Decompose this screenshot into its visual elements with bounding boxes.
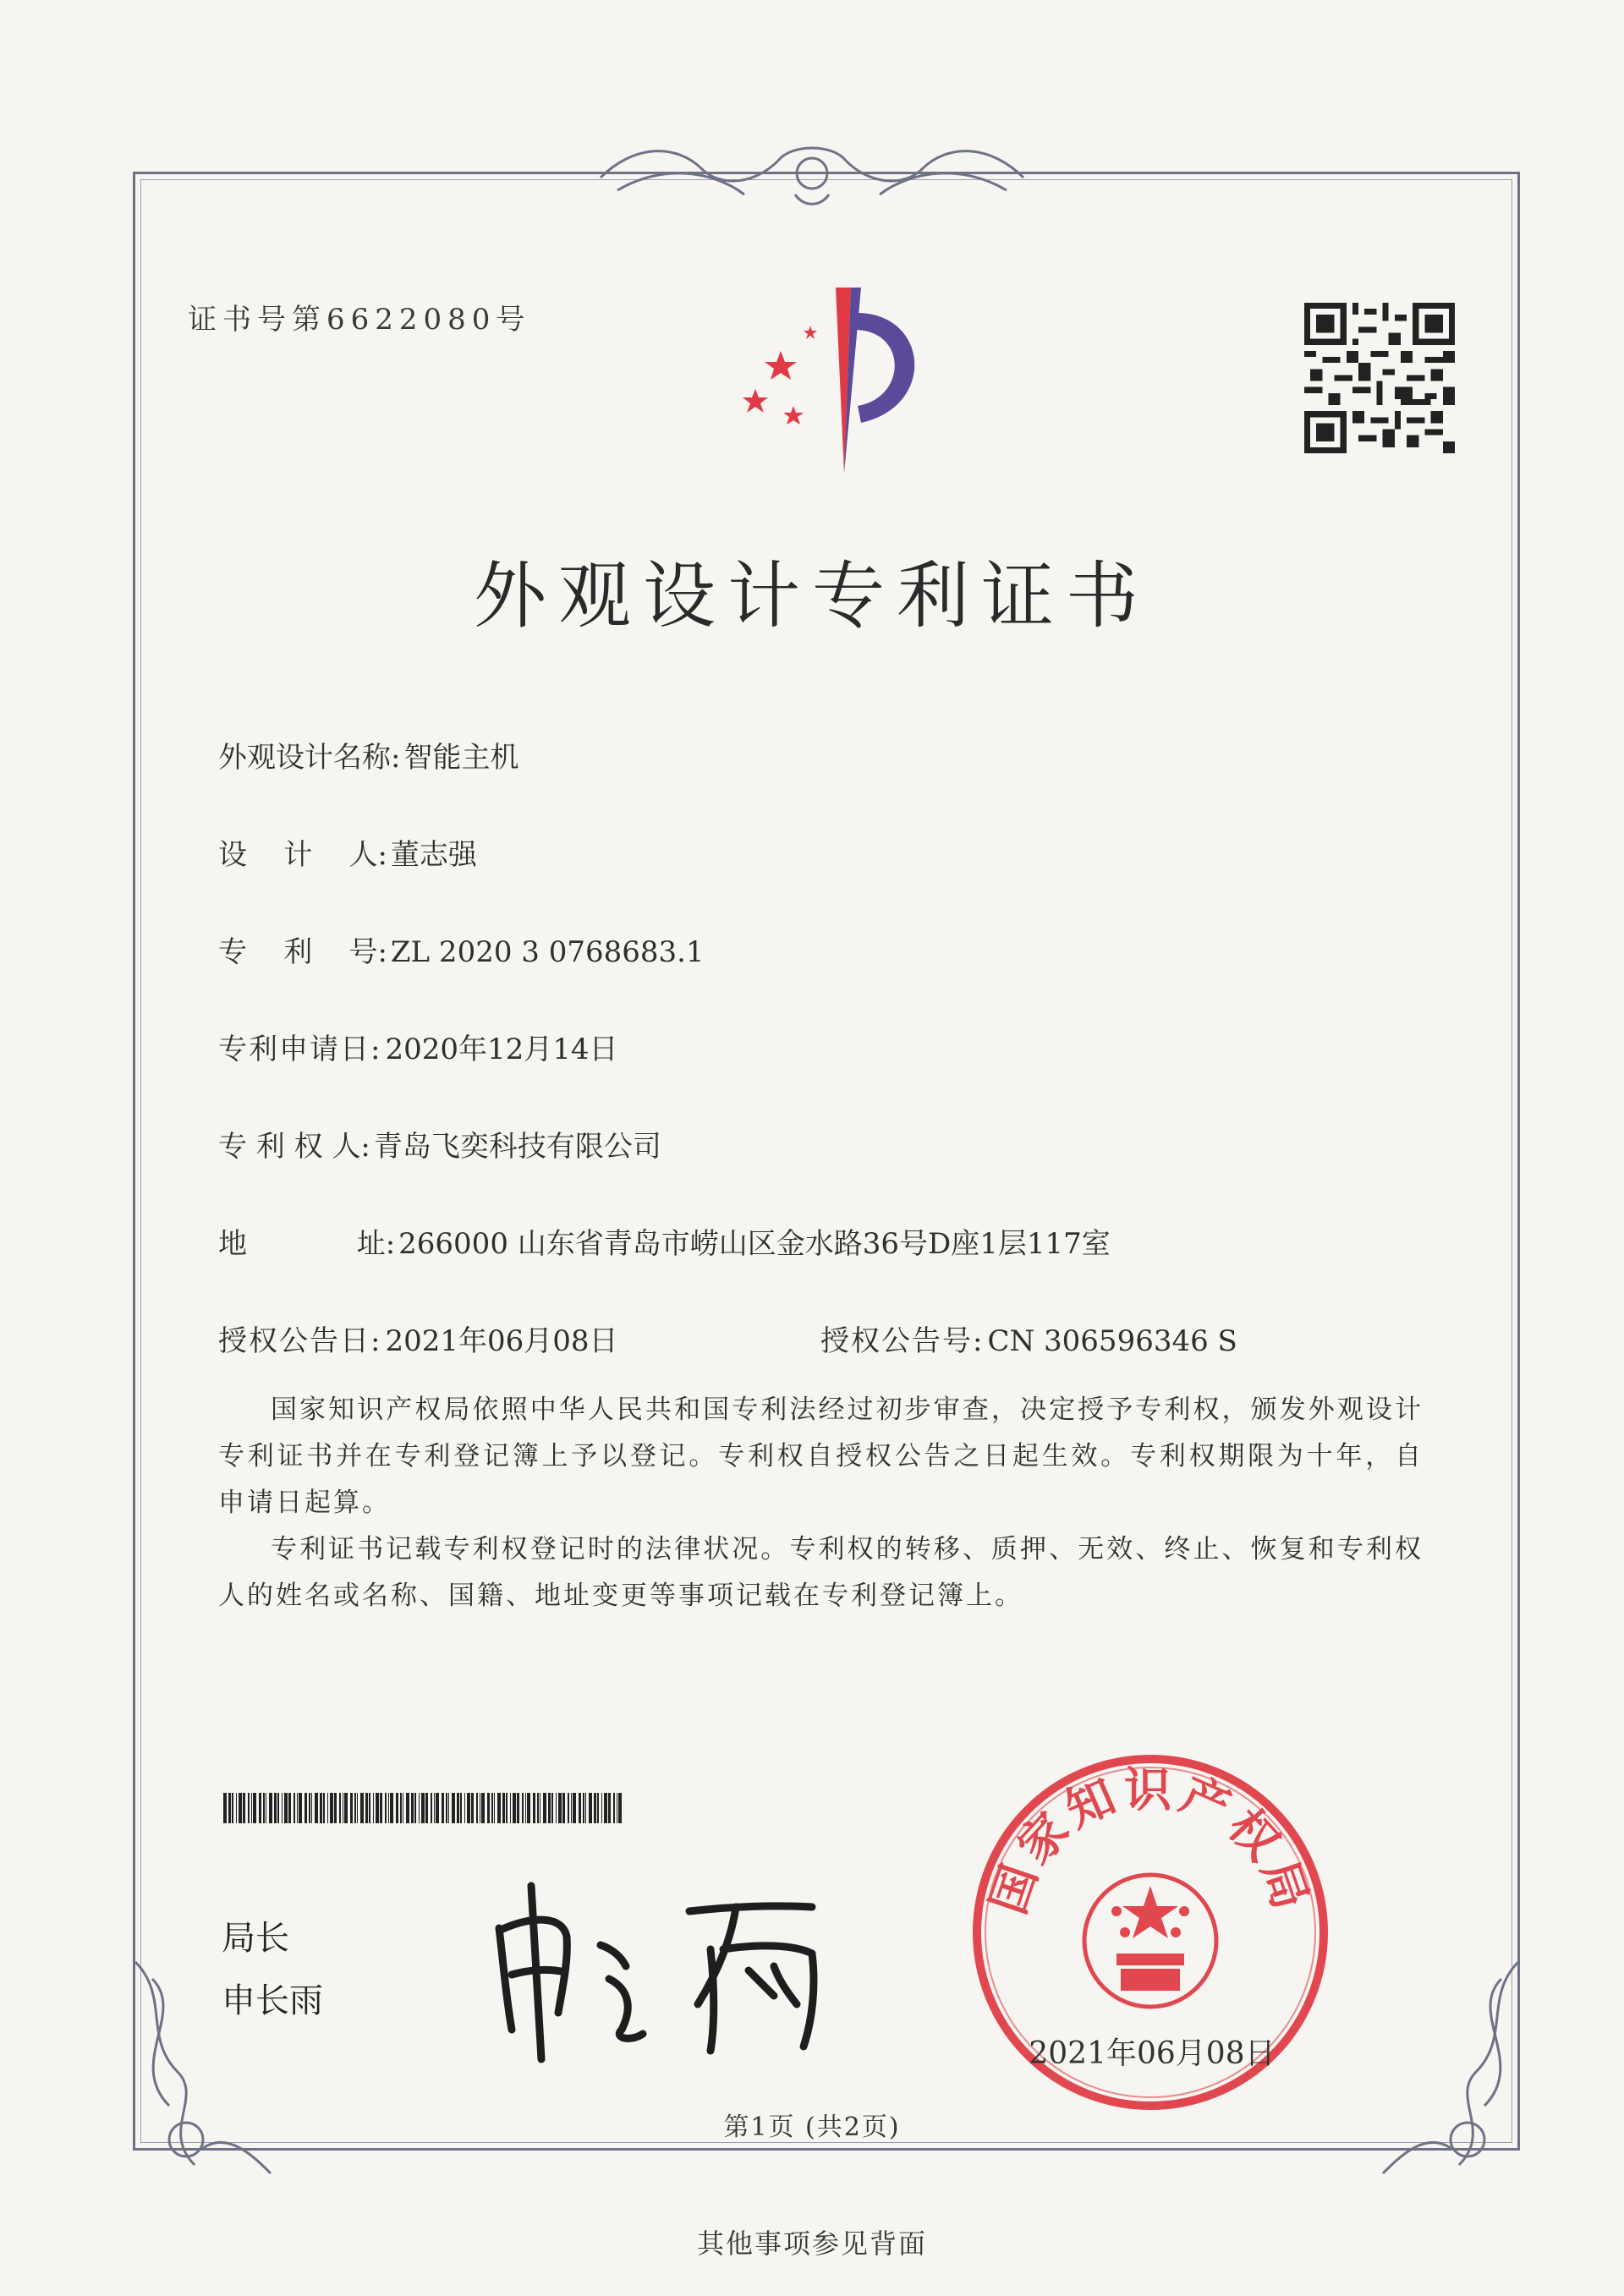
- barcode-bar: [223, 1793, 227, 1823]
- design-name-value: 智能主机: [403, 741, 519, 775]
- barcode-bar: [522, 1793, 524, 1823]
- field-designer: [218, 831, 477, 873]
- barcode-bar: [558, 1793, 562, 1823]
- barcode-bar: [369, 1793, 370, 1823]
- barcode-bar: [406, 1793, 409, 1823]
- barcode-bar: [354, 1793, 356, 1823]
- barcode-bar: [434, 1793, 435, 1823]
- barcode-bar: [297, 1793, 298, 1823]
- barcode-bar: [248, 1793, 250, 1823]
- patent-no-label: 专 利 号:: [218, 935, 387, 969]
- field-patent-no: [218, 929, 705, 970]
- designer-label: 设 计 人:: [218, 838, 387, 872]
- barcode-bar: [373, 1793, 374, 1823]
- barcode-bar: [543, 1793, 546, 1823]
- top-ornament: [584, 127, 1040, 211]
- barcode-bar: [288, 1793, 291, 1823]
- certificate-title: 外观设计专利证书: [474, 554, 1150, 638]
- barcode-bar: [533, 1793, 535, 1823]
- grant-date-label: 授权公告日:: [218, 1324, 382, 1358]
- barcode-bar: [236, 1793, 237, 1823]
- director-title: 局长: [222, 1919, 289, 1958]
- legal-paragraph-1: [218, 1387, 1424, 1526]
- barcode-bar: [385, 1793, 387, 1823]
- barcode-bar: [239, 1793, 242, 1823]
- barcode-bar: [277, 1793, 279, 1823]
- filing-date-value: 2020年12月14日: [385, 1033, 618, 1066]
- barcode-bar: [243, 1793, 245, 1823]
- barcode-bar: [585, 1793, 586, 1823]
- patentee-value: 青岛飞奕科技有限公司: [373, 1130, 661, 1164]
- barcode-bar: [251, 1793, 252, 1823]
- barcode-bar: [597, 1793, 599, 1823]
- director-signature: [482, 1869, 837, 2063]
- barcode-bar: [571, 1793, 572, 1823]
- barcode-bar: [304, 1793, 307, 1823]
- barcode-bar: [573, 1793, 576, 1823]
- barcode-bar: [527, 1793, 530, 1823]
- barcode-bar: [568, 1793, 569, 1823]
- grant-date-value: 2021年06月08日: [385, 1324, 618, 1358]
- barcode-bar: [604, 1793, 607, 1823]
- barcode-bar: [357, 1793, 358, 1823]
- barcode-bar: [510, 1793, 511, 1823]
- field-grant-no: [820, 1318, 1237, 1359]
- footer-note: 其他事项参见背面: [696, 2228, 927, 2260]
- barcode-bar: [327, 1793, 328, 1823]
- paragraph-text: 国家知识产权局依照中华人民共和国专利法经过初步审查，决定授予专利权，颁发外观设计专利证书并在专利登记簿上予以登记。专利权自授权公告之日起生效。专利权期限为十年，自申请日起算。: [218, 1395, 1424, 1518]
- barcode-bar: [269, 1793, 272, 1823]
- legal-paragraph-2: [218, 1526, 1424, 1619]
- grant-no-value: CN 306596346 S: [987, 1324, 1237, 1358]
- barcode-bar: [421, 1793, 425, 1823]
- barcode-bar: [513, 1793, 516, 1823]
- paragraph-text: 专利证书记载专利权登记时的法律状况。专利权的转移、质押、无效、终止、恢复和专利权人的姓名或名称、国籍、地址变更等事项记载在专利登记簿上。: [218, 1534, 1424, 1611]
- barcode-bar: [323, 1793, 325, 1823]
- barcode-bar: [497, 1793, 501, 1823]
- field-filing-date: [218, 1026, 618, 1067]
- barcode-bar: [339, 1793, 341, 1823]
- field-patentee: [218, 1123, 661, 1164]
- barcode-bar: [460, 1793, 462, 1823]
- barcode-bar: [419, 1793, 420, 1823]
- barcode-bar: [309, 1793, 310, 1823]
- field-grant-date: [218, 1318, 618, 1359]
- field-address: [218, 1220, 1111, 1262]
- barcode-bar: [299, 1793, 302, 1823]
- barcode-bar: [464, 1793, 465, 1823]
- address-value: 266000 山东省青岛市崂山区金水路36号D座1层117室: [398, 1227, 1111, 1261]
- barcode-bar: [414, 1793, 416, 1823]
- barcode-bar: [411, 1793, 414, 1823]
- barcode-bar: [618, 1793, 622, 1823]
- barcode-bar: [400, 1793, 402, 1823]
- barcode-bar: [589, 1793, 592, 1823]
- barcode-bar: [330, 1793, 333, 1823]
- barcode-bar: [431, 1793, 432, 1823]
- barcode-bar: [525, 1793, 526, 1823]
- barcode-bar: [457, 1793, 459, 1823]
- barcode-bar: [517, 1793, 519, 1823]
- designer-value: 董志强: [390, 838, 477, 872]
- field-design-name: [218, 734, 518, 775]
- barcode-bar: [583, 1793, 584, 1823]
- certificate-number: 证书号第6622080号: [188, 303, 531, 337]
- barcode-bar: [502, 1793, 505, 1823]
- barcode-bar: [442, 1793, 444, 1823]
- barcode-bar: [548, 1793, 551, 1823]
- bottom-right-ornament: [1374, 1945, 1544, 2182]
- barcode-bar: [365, 1793, 368, 1823]
- barcode-bar: [360, 1793, 364, 1823]
- barcode-bar: [376, 1793, 379, 1823]
- design-name-label: 外观设计名称:: [218, 741, 401, 775]
- barcode-bar: [284, 1793, 288, 1823]
- barcode-bar: [263, 1793, 265, 1823]
- barcode-bar: [594, 1793, 596, 1823]
- barcode-bar: [380, 1793, 382, 1823]
- barcode: [223, 1793, 625, 1823]
- barcode-bar: [425, 1793, 428, 1823]
- barcode-bar: [311, 1793, 312, 1823]
- barcode-bar: [506, 1793, 508, 1823]
- qr-code: [1304, 303, 1455, 453]
- barcode-bar: [388, 1793, 389, 1823]
- barcode-bar: [494, 1793, 495, 1823]
- barcode-bar: [562, 1793, 565, 1823]
- barcode-bar: [344, 1793, 348, 1823]
- director-name: 申长雨: [222, 1981, 323, 2020]
- cnipa-logo: [709, 279, 954, 482]
- barcode-bar: [228, 1793, 231, 1823]
- seal-text: 国家知识产权局: [980, 1763, 1320, 1921]
- patent-no-value: ZL 2020 3 0768683.1: [390, 935, 705, 969]
- barcode-bar: [467, 1793, 470, 1823]
- barcode-bar: [481, 1793, 485, 1823]
- barcode-bar: [551, 1793, 553, 1823]
- barcode-bar: [556, 1793, 557, 1823]
- barcode-bar: [350, 1793, 353, 1823]
- barcode-bar: [487, 1793, 490, 1823]
- barcode-bar: [608, 1793, 611, 1823]
- barcode-bar: [320, 1793, 322, 1823]
- barcode-bar: [282, 1793, 283, 1823]
- address-label: 地 址:: [218, 1227, 396, 1261]
- barcode-bar: [259, 1793, 261, 1823]
- barcode-bar: [491, 1793, 493, 1823]
- barcode-bar: [601, 1793, 602, 1823]
- seal-date: 2021年06月08日: [1029, 2036, 1276, 2071]
- barcode-bar: [334, 1793, 337, 1823]
- barcode-bar: [613, 1793, 615, 1823]
- barcode-bar: [274, 1793, 277, 1823]
- barcode-bar: [471, 1793, 474, 1823]
- filing-date-label: 专利申请日:: [218, 1033, 382, 1066]
- barcode-bar: [446, 1793, 447, 1823]
- barcode-bar: [294, 1793, 295, 1823]
- patentee-label: 专 利 权 人:: [218, 1130, 370, 1164]
- barcode-bar: [253, 1793, 256, 1823]
- barcode-bar: [537, 1793, 539, 1823]
- grant-no-label: 授权公告号:: [820, 1324, 985, 1358]
- barcode-bar: [579, 1793, 581, 1823]
- barcode-bar: [396, 1793, 398, 1823]
- barcode-bar: [315, 1793, 318, 1823]
- barcode-bar: [436, 1793, 439, 1823]
- barcode-bar: [232, 1793, 233, 1823]
- barcode-bar: [452, 1793, 455, 1823]
- barcode-bar: [390, 1793, 393, 1823]
- barcode-bar: [476, 1793, 478, 1823]
- barcode-bar: [448, 1793, 449, 1823]
- page-indicator: 第1页 (共2页): [723, 2112, 901, 2142]
